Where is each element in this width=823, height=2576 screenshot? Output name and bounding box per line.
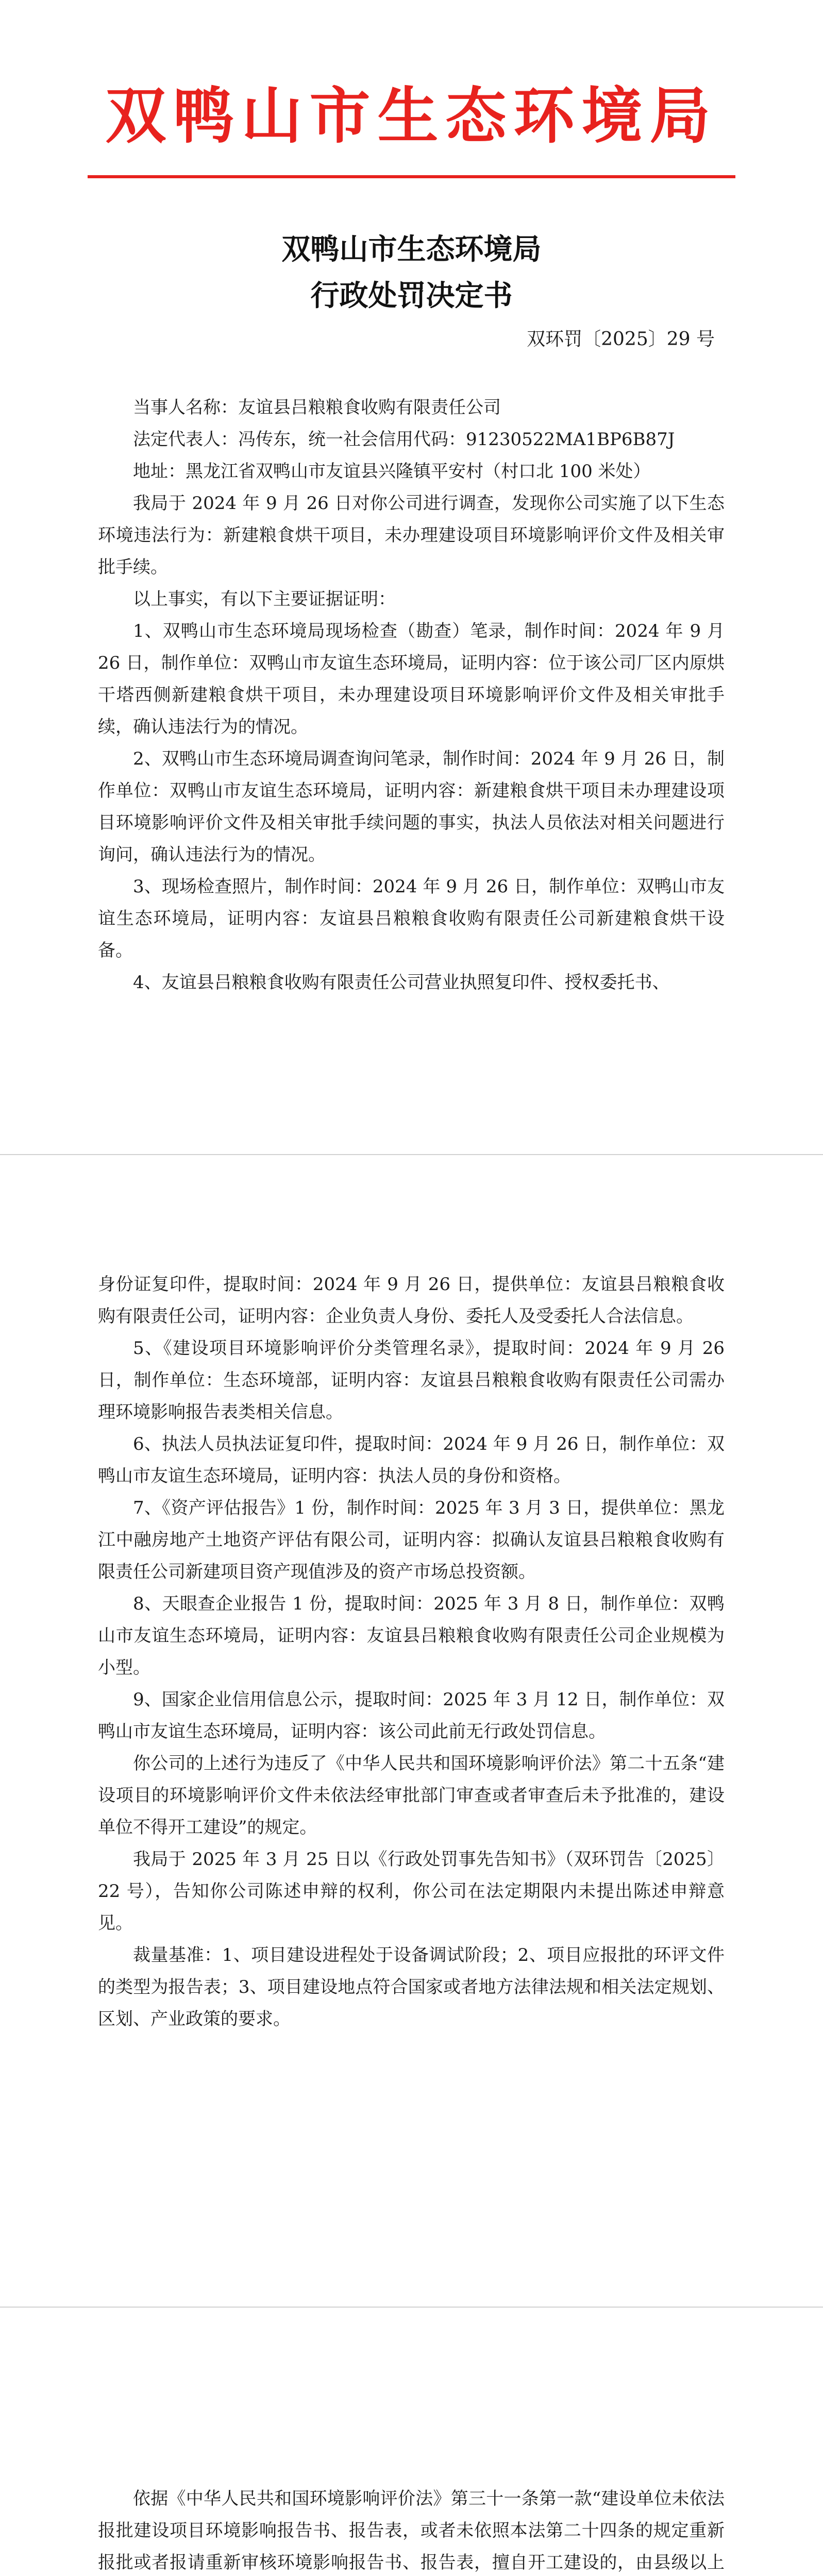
legal-representative: 法定代表人：冯传东，统一社会信用代码：91230522MA1BP6B87J [133, 429, 675, 450]
violation-paragraph: 你公司的上述行为违反了《中华人民共和国环境影响评价法》第二十五条“建设项目的环境影响评价文件未依法经审批部门审查或者审查后未予批准的，建设单位不得开工建设”的规定。 [98, 1753, 725, 1838]
evidence-item-7: 7、《资产评估报告》1 份，制作时间：2025 年 3 月 3 日，提供单位：黑龙江中融房地产土地资产评估有限公司，证明内容：拟确认友谊县吕粮粮食收购有限责任公司新建项目资产现值涉及的资产市场总投资额。 [98, 1498, 725, 1582]
evidence-item-4-continued: 身份证复印件，提取时间：2024 年 9 月 26 日，提供单位：友谊县吕粮粮食收购有限责任公司，证明内容：企业负责人身份、委托人及受委托人合法信息。 [98, 1274, 725, 1327]
page1-body [98, 392, 725, 998]
agency-header: 双鸭山市生态环境局 [105, 80, 718, 151]
evidence-item-3: 3、现场检查照片，制作时间：2024 年 9 月 26 日，制作单位：双鸭山市友谊生态环境局，证明内容：友谊县吕粮粮食收购有限责任公司新建粮食烘干设备。 [98, 876, 725, 961]
evidence-item-1: 1、双鸭山市生态环境局现场检查（勘查）笔录，制作时间：2024 年 9 月 26 日，制作单位：双鸭山市友谊生态环境局，证明内容：位于该公司厂区内原烘干塔西侧新建粮食烘干项目，未办理建设项目环境影响评价文件及相关审批手续，确认违法行为的情况。 [98, 621, 725, 737]
document-page-3 [0, 2308, 823, 2576]
party-address: 地址：黑龙江省双鸭山市友谊县兴隆镇平安村（村口北 100 米处） [133, 461, 651, 482]
document-number: 双环罚〔2025〕29 号 [527, 329, 715, 350]
page3-body [98, 2483, 725, 2576]
page2-body [98, 1268, 725, 2035]
party-name: 当事人名称：友谊县吕粮粮食收购有限责任公司 [133, 397, 501, 418]
evidence-intro: 以上事实，有以下主要证据证明： [133, 589, 396, 609]
document-page-2 [0, 1155, 823, 2307]
document-title-type: 行政处罚决定书 [310, 279, 513, 313]
document-title-agency: 双鸭山市生态环境局 [281, 232, 542, 266]
evidence-item-8: 8、天眼查企业报告 1 份，提取时间：2025 年 3 月 8 日，制作单位：双鸭山市友谊生态环境局，证明内容：友谊县吕粮粮食收购有限责任公司企业规模为小型。 [98, 1594, 725, 1678]
legal-basis-paragraph: 依据《中华人民共和国环境影响评价法》第三十一条第一款“建设单位未依法报批建设项目环境影响报告书、报告表，或者未依照本法第二十四条的规定重新报批或者报请重新审核环境影响报告书、报告表，擅自开工建设的，由县级以上 [98, 2488, 725, 2573]
evidence-item-5: 5、《建设项目环境影响评价分类管理名录》，提取时间：2024 年 9 月 26 日，制作单位：生态环境部，证明内容：友谊县吕粮粮食收购有限责任公司需办理环境影响报告表类相关信息。 [98, 1338, 725, 1422]
red-divider-line [88, 175, 735, 178]
evidence-item-4: 4、友谊县吕粮粮食收购有限责任公司营业执照复印件、授权委托书、 [133, 972, 670, 993]
document-page-1 [0, 0, 823, 1154]
evidence-item-6: 6、执法人员执法证复印件，提取时间：2024 年 9 月 26 日，制作单位：双鸭山市友谊生态环境局，证明内容：执法人员的身份和资格。 [98, 1434, 725, 1486]
evidence-item-9: 9、国家企业信用信息公示，提取时间：2025 年 3 月 12 日，制作单位：双鸭山市友谊生态环境局，证明内容：该公司此前无行政处罚信息。 [98, 1689, 725, 1742]
discretion-paragraph: 裁量基准：1、项目建设进程处于设备调试阶段；2、项目应报批的环评文件的类型为报告表；3、项目建设地点符合国家或者地方法律法规和相关法定规划、区划、产业政策的要求。 [98, 1945, 725, 2029]
investigation-paragraph: 我局于 2024 年 9 月 26 日对你公司进行调查，发现你公司实施了以下生态环境违法行为：新建粮食烘干项目，未办理建设项目环境影响评价文件及相关审批手续。 [98, 493, 725, 578]
prior-notice-paragraph: 我局于 2025 年 3 月 25 日以《行政处罚事先告知书》（双环罚告〔2025〕22 号），告知你公司陈述申辩的权利，你公司在法定期限内未提出陈述申辩意见。 [98, 1849, 725, 1934]
evidence-item-2: 2、双鸭山市生态环境局调查询问笔录，制作时间：2024 年 9 月 26 日，制作单位：双鸭山市友谊生态环境局，证明内容：新建粮食烘干项目未办理建设项目环境影响评价文件及相关审批手续问题的事实，执法人员依法对相关问题进行询问，确认违法行为的情况。 [98, 749, 725, 865]
